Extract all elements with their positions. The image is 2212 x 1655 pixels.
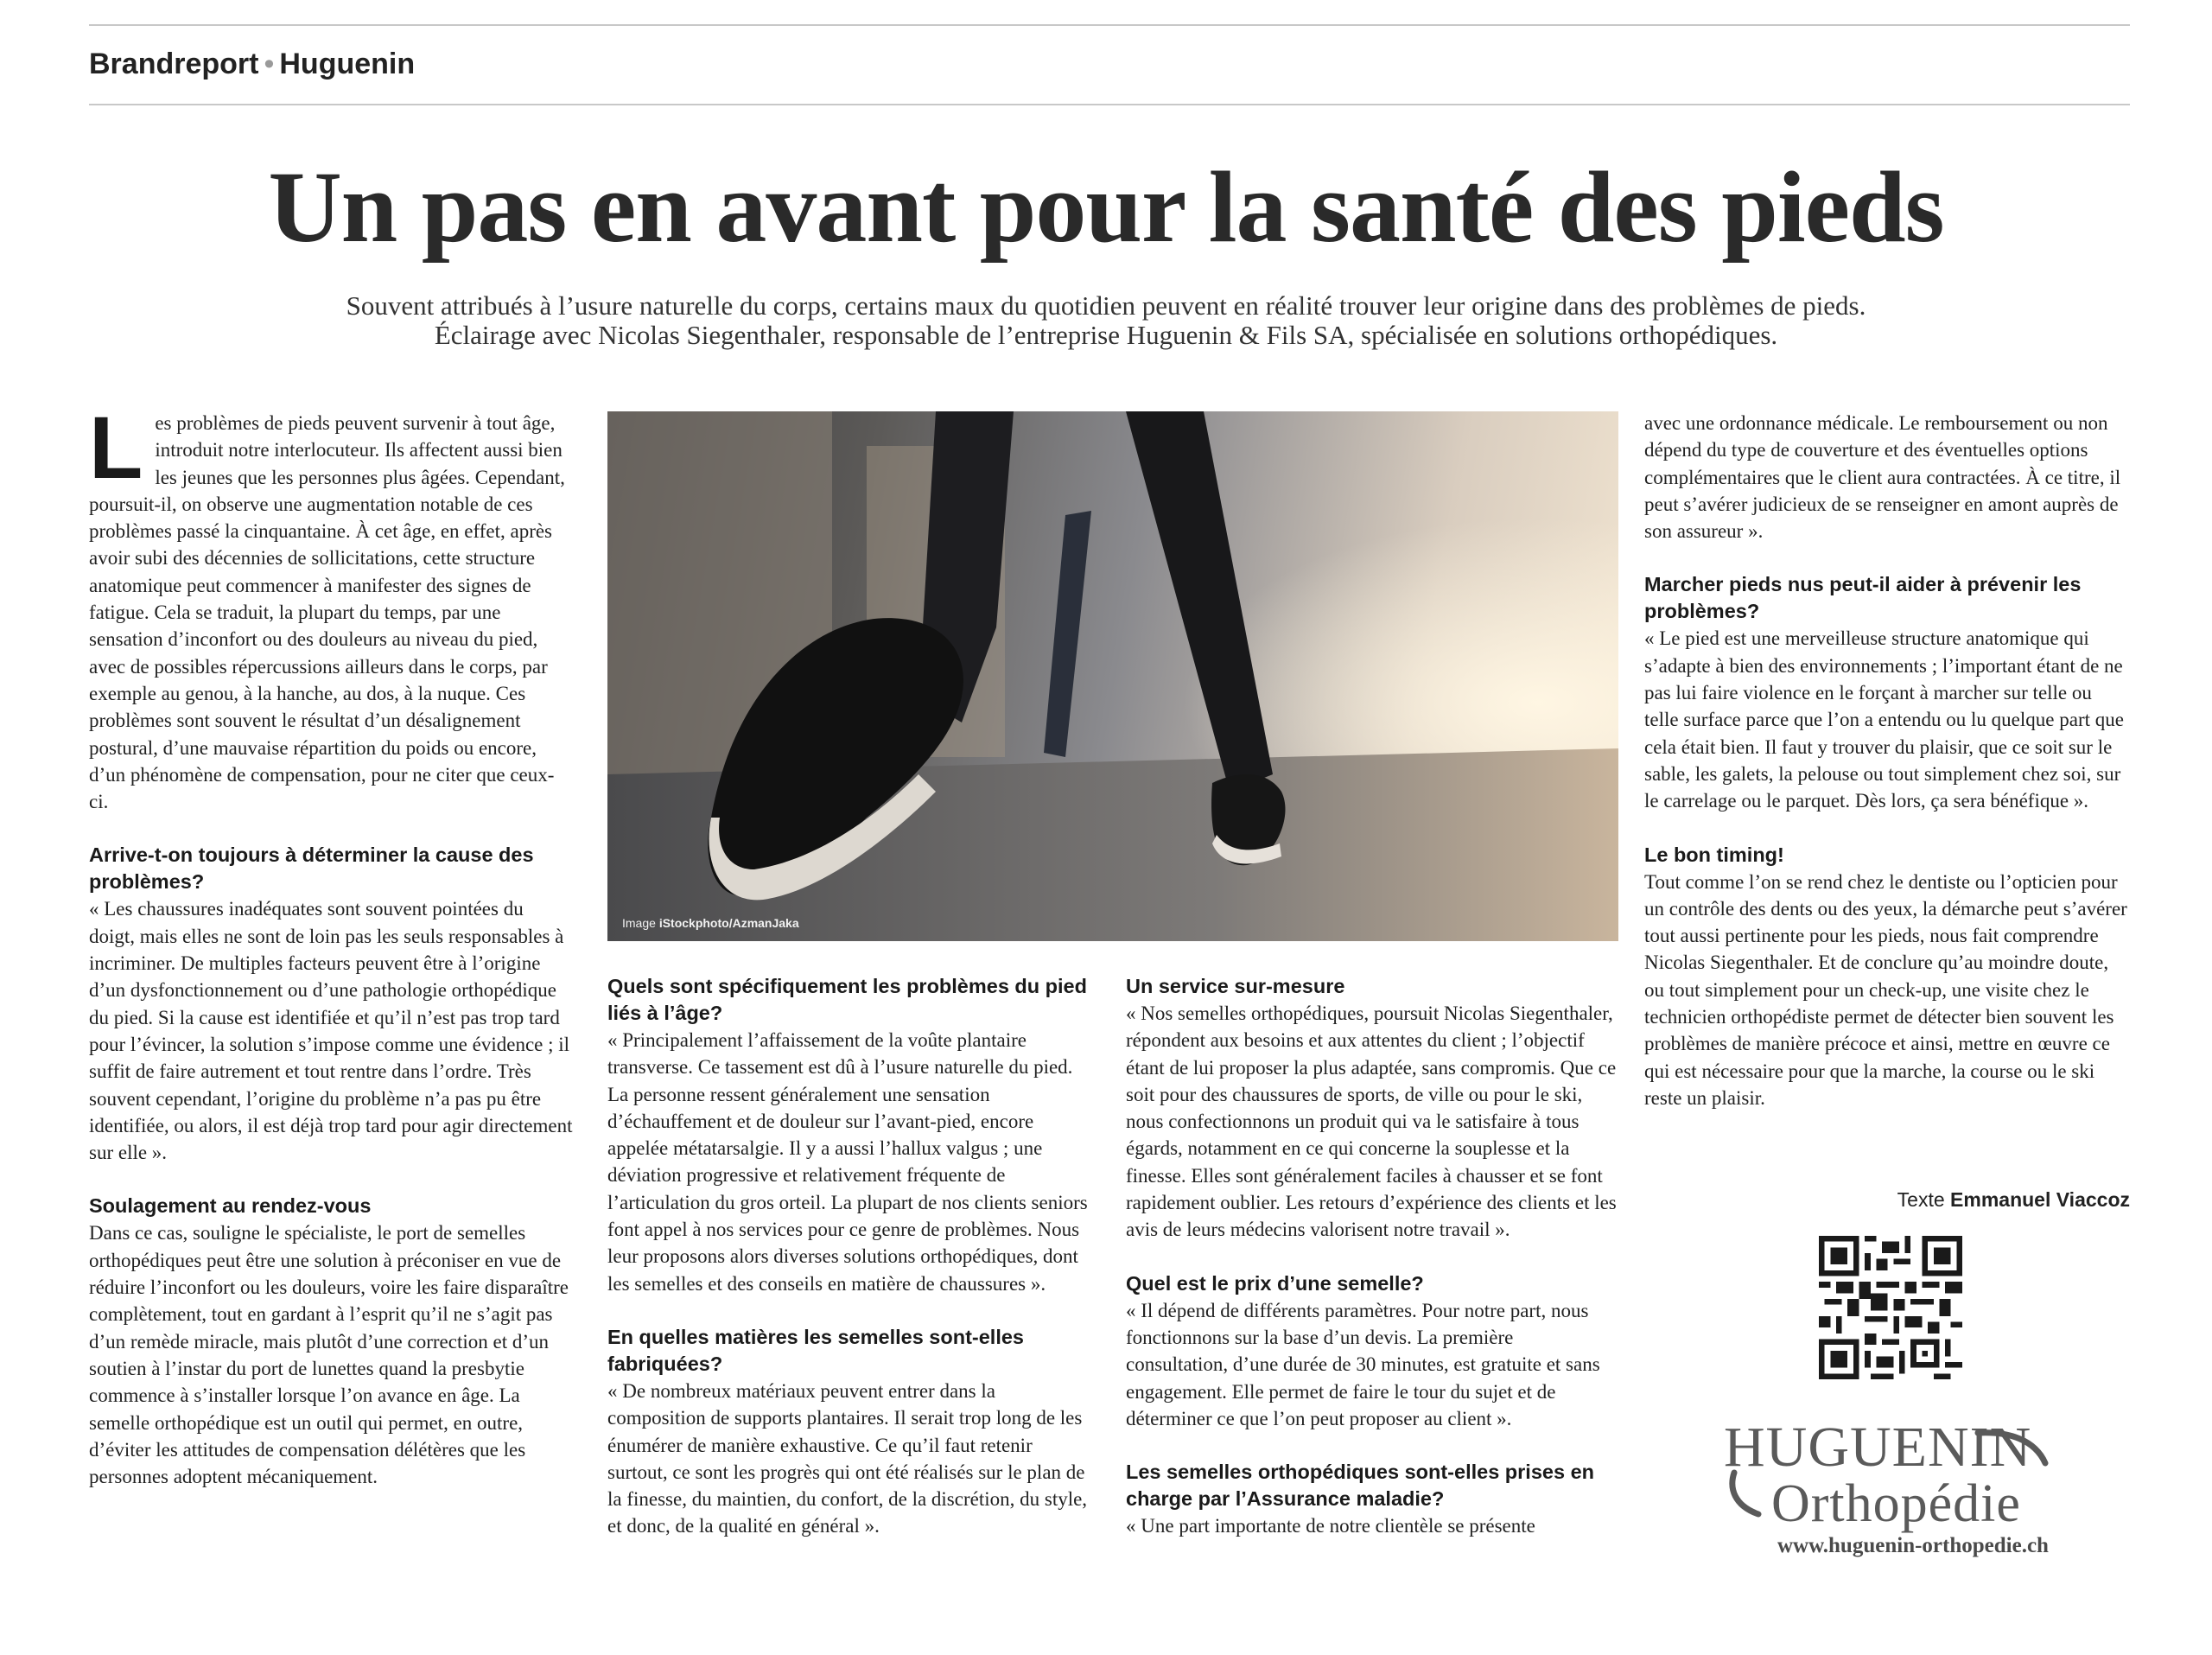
photo-credit bbox=[622, 916, 799, 930]
paragraph-cause: « Les chaussures inadéquates sont souvent pointées du doigt, mais elles ne sont de loin pas les seuls responsables à incriminer. De multiples facteurs peuvent être à l’origine d’un dysfonctionnement ou d’une pathologie orthopédique du pied. Si la cause est identifiée et qu’il n’est pas trop tard pour l’évincer, la solution s’impose comme une évidence ; il suffit de faire autrement et tout rentre dans l’ordre. Très souvent cependant, l’origine du problème n’a pas pu être identifiée, ou alors, il est déjà trop tard pour agir directement sur elle ». bbox=[89, 898, 573, 1164]
credit-source: iStockphoto/AzmanJaka bbox=[658, 916, 799, 930]
author-byline bbox=[1897, 1188, 2130, 1212]
subheading-price: Quel est le prix d’une semelle? bbox=[1126, 1271, 1424, 1295]
separator-dot: • bbox=[264, 48, 275, 80]
byline-prefix: Texte bbox=[1897, 1188, 1945, 1211]
article-column-4 bbox=[1644, 410, 2130, 1111]
article-photo bbox=[607, 411, 1618, 941]
intro-paragraph: Les problèmes de pieds peuvent survenir à tout âge, introduit notre interlocuteur. Ils affectent aussi bien les jeunes que les personnes plus âgées. Cependant, poursuit-il, on observe une augmentation notable de ces problèmes passé la cinquantaine. À cet âge, en effet, après avoir subi des décennies de sollicitations, cette structure anatomique peut commencer à manifester des signes de fatigue. Cela se traduit, la plupart du temps, par une sensation d’inconfort ou des douleurs au niveau du pied, avec de possibles répercussions ailleurs dans le corps, par exemple au genou, à la hanche, au dos, à la nuque. Ces problèmes sont souvent le résultat d’un désalignement postural, d’une mauvaise répartition du poids ou encore, d’un phénomène de compensation, pour ne citer que ceux-ci. bbox=[89, 398, 565, 813]
subheading-age-problems: Quels sont spécifiquement les problèmes du pied liés à l’âge? bbox=[607, 975, 1087, 1024]
lead-line-1: Souvent attribués à l’usure naturelle du corps, certains maux du quotidien peuvent en réalité trouver leur origine dans des problèmes de pieds. bbox=[346, 290, 1866, 321]
article-column-2 bbox=[607, 973, 1096, 1540]
logo-arc-bottom-icon bbox=[1724, 1469, 1776, 1521]
subheading-custom-service: Un service sur-mesure bbox=[1126, 975, 1345, 997]
paragraph-materials: « De nombreux matériaux peuvent entrer dans la composition de supports plantaires. Il serait trop long de les énumérer de manière exhaustive. Ce qu’il faut retenir surtout, ce sont les progrès qui ont été réalisés sur le plan de la finesse, du maintien, du confort, de la discrétion, du style, et donc, de la qualité en général ». bbox=[607, 1379, 1088, 1537]
paragraph-timing: Tout comme l’on se rend chez le dentiste ou l’opticien pour un contrôle des dents ou des yeux, la démarche peut s’avérer tout aussi pertinente pour les pieds, nous fait comprendre Nicolas Siegenthaler. Et de conclure qu’au moindre doute, ou tout simplement pour un check-up, une visite chez le technicien orthopédiste permet de détecter bien souvent les problèmes de manière précoce et ainsi, mettre en œuvre ce qui est nécessaire pour que la marche, la course ou le ski reste un plaisir. bbox=[1644, 870, 2127, 1109]
drop-cap: L bbox=[89, 398, 143, 497]
section-header bbox=[89, 48, 415, 81]
logo-subtitle: Orthopédie bbox=[1771, 1474, 2021, 1533]
website-link[interactable]: www.huguenin-orthopedie.ch bbox=[1777, 1534, 2049, 1557]
header-rule bbox=[89, 104, 2130, 105]
subheading-relief: Soulagement au rendez-vous bbox=[89, 1194, 372, 1218]
article-column-1 bbox=[89, 398, 573, 1490]
subheading-insurance: Les semelles orthopédiques sont-elles prises en charge par l’Assurance maladie? bbox=[1126, 1461, 1594, 1511]
paragraph-price: « Il dépend de différents paramètres. Pour notre part, nous fonctionnons sur la base d’un devis. La première consultation, d’une durée de 30 minutes, est gratuite et sans engagement. Elle permet de faire le tour du sujet et de déterminer ce que l’on peut proposer au client ». bbox=[1126, 1299, 1600, 1429]
logo-wordmark: HUGUENIN bbox=[1724, 1416, 2032, 1479]
subheading-cause: Arrive-t-on toujours à déterminer la cause des problèmes? bbox=[89, 843, 534, 894]
credit-prefix: Image bbox=[622, 916, 656, 930]
paragraph-relief: Dans ce cas, souligne le spécialiste, le port de semelles orthopédiques peut être une solution à préconiser en vue de réduire l’inconfort ou les douleurs, voire les faire disparaître complètement, tout en gardant à l’esprit qu’il ne s’agit pas d’un remède miracle, mais plutôt d’une correction et d’un soutien à l’instar du port de lunettes quand la presbytie commence à s’installer lorsque l’on avance en âge. La semelle orthopédique est un outil qui permet, en outre, d’éviter les attitudes de compensation délétères que les personnes adoptent mécaniquement. bbox=[89, 1222, 569, 1488]
subheading-materials: En quelles matières les semelles sont-elles fabriquées? bbox=[607, 1325, 1024, 1375]
article-column-3 bbox=[1126, 973, 1618, 1539]
lead-line-2: Éclairage avec Nicolas Siegenthaler, responsable de l’entreprise Huguenin & Fils SA, spécialisée en solutions orthopédiques. bbox=[434, 320, 1778, 350]
article-lead bbox=[242, 291, 1970, 350]
running-shoes-illustration bbox=[607, 411, 1618, 941]
subheading-barefoot: Marcher pieds nus peut-il aider à prévenir les problèmes? bbox=[1644, 573, 2082, 623]
top-rule bbox=[89, 24, 2130, 26]
paragraph-barefoot: « Le pied est une merveilleuse structure anatomique qui s’adapte à bien des environnements ; l’important étant de ne pas lui faire violence en le forçant à marcher sur telle ou telle surface parce que l’on a entendu ou lu quelque part que cela était bien. Il faut y trouver du plaisir, que ce soit sur le sable, les galets, la pelouse ou tout simplement chez soi, sur le carrelage ou le parquet. Dès lors, ça sera bénéfique ». bbox=[1644, 627, 2124, 812]
paragraph-custom-service: « Nos semelles orthopédiques, poursuit Nicolas Siegenthaler, répondent aux besoins et aux attentes du client ; l’objectif étant de lui proposer la plus adaptée, sans compromis. Que ce soit pour des chaussures de sports, de ville ou pour le ski, nous confectionnons un produit qui va le satisfaire à tous égards, notamment en ce qui concerne la souplesse et la finesse. Elles sont généralement faciles à chausser et se font rapidement oublier. Les retours d’expérience des clients et les avis de leurs médecins valorisent notre travail ». bbox=[1126, 1003, 1617, 1241]
brand-label: Huguenin bbox=[279, 48, 416, 80]
paragraph-insurance-start: « Une part importante de notre clientèle se présente bbox=[1126, 1515, 1535, 1537]
paragraph-insurance-end: avec une ordonnance médicale. Le remboursement ou non dépend du type de couverture et des éventuelles options complémentaires que le client aura contractées. À ce titre, il peut s’avérer judicieux de se renseigner en amont auprès de son assureur ». bbox=[1644, 412, 2121, 543]
paragraph-age-problems: « Principalement l’affaissement de la voûte plantaire transverse. Ce tassement est dû à l’usure naturelle du pied. La personne ressent généralement une sensation d’échauffement et de douleur sur l’avant-pied, encore appelée métatarsalgie. Il y a aussi l’hallux valgus ; une déviation progressive et relativement fréquente de l’articulation du gros orteil. La plupart de nos clients seniors font appel à nos services pour ce genre de problèmes. Nous leur proposons alors diverses solutions orthopédiques, dont les semelles et des conseils en matière de chaussures ». bbox=[607, 1029, 1088, 1295]
qr-code[interactable] bbox=[1819, 1236, 1962, 1379]
article-headline: Un pas en avant pour la santé des pieds bbox=[268, 150, 1944, 264]
subheading-timing: Le bon timing! bbox=[1644, 843, 1784, 866]
byline-author: Emmanuel Viaccoz bbox=[1950, 1188, 2130, 1211]
section-label: Brandreport bbox=[89, 48, 259, 80]
